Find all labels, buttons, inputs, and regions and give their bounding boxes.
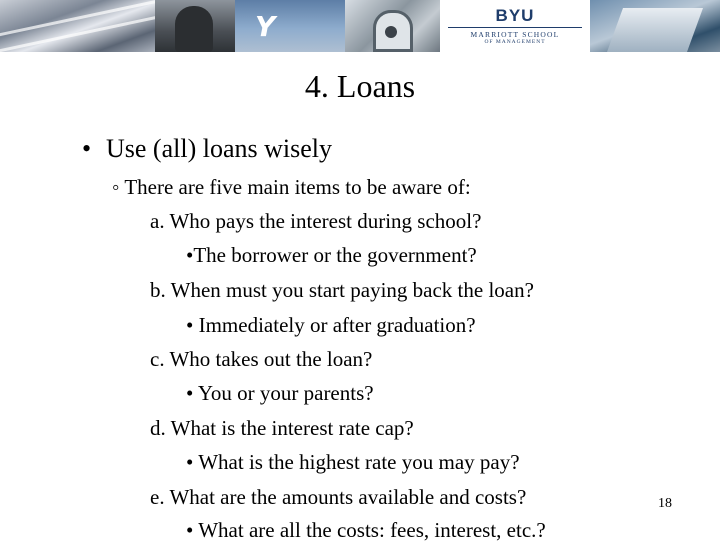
banner-photo-y-mountain	[235, 0, 345, 52]
bullet-main	[82, 134, 332, 164]
list-subitem: • Immediately or after graduation?	[186, 313, 476, 337]
page-number: 18	[658, 496, 672, 511]
list-item: c. Who takes out the loan?	[150, 347, 373, 371]
list-subitem: • What is the highest rate you may pay?	[186, 450, 520, 474]
bullet-dot-icon: •	[82, 134, 92, 163]
list-subitem: • What are all the costs: fees, interest, etc.?	[186, 518, 546, 542]
y-logo-icon: Y	[255, 10, 276, 43]
list-subitem: • You or your parents?	[186, 381, 374, 405]
bullet-main-text: Use (all) loans wisely	[106, 134, 333, 163]
school-name: MARRIOTT SCHOOL	[448, 27, 582, 39]
hollow-bullet-icon: ◦	[112, 175, 125, 199]
header-banner	[0, 0, 720, 52]
sub-bullet	[112, 175, 471, 200]
school-subtitle: OF MANAGEMENT	[484, 39, 546, 45]
banner-photo-bell	[345, 0, 440, 52]
slide-title: 4. Loans	[304, 68, 416, 104]
banner-photo-statue	[155, 0, 235, 52]
banner-photo-1	[0, 0, 155, 52]
banner-photo-building	[590, 0, 720, 52]
sub-bullet-text: There are five main items to be aware of:	[124, 175, 471, 199]
byu-wordmark: BYU	[495, 6, 535, 25]
list-item: d. What is the interest rate cap?	[150, 416, 414, 440]
list-item: b. When must you start paying back the loan?	[150, 278, 534, 302]
list-item: a. Who pays the interest during school?	[150, 209, 482, 233]
list-item: e. What are the amounts available and costs?	[150, 485, 527, 509]
list-subitem: •The borrower or the government?	[186, 243, 477, 267]
byu-logo	[440, 0, 590, 52]
